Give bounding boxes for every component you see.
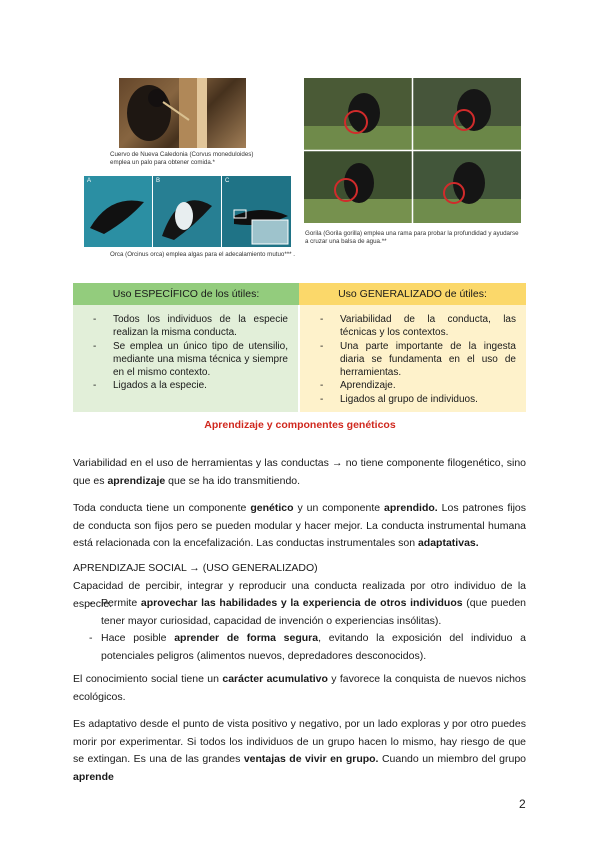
p2-text: Los patrones fijos de conducta son fijos pero se pueden modular y hacer mejor. La conducta instrumental humana está relacionada con la encefalización. Las conductas instrumentales son bbox=[73, 502, 526, 549]
list-item: - Aprendizaje. bbox=[312, 379, 516, 392]
p2-bold-adaptive: adaptativas. bbox=[417, 537, 479, 549]
bullet-text: , evitando la exposición del individuo a potenciales peligros (alimentos nuevos, depredadores desconocidos). bbox=[101, 632, 527, 662]
social-learning-heading: APRENDIZAJE SOCIAL → (USO GENERALIZADO) bbox=[73, 562, 318, 574]
bullet-text: (que pueden tener mayor curiosidad, capacidad de invención o experiencias insólitas). bbox=[101, 597, 527, 627]
bullet-bold: aprender de forma segura bbox=[174, 632, 319, 644]
list-item: - Ligados al grupo de individuos. bbox=[312, 393, 516, 406]
crow-caption: Cuervo de Nueva Caledonia (Corvus moneduloides) emplea un palo para obtener comida.* bbox=[110, 151, 254, 166]
crow-photo bbox=[119, 78, 246, 148]
specific-use-header: Uso ESPECÍFICO de los útiles: bbox=[73, 283, 299, 305]
paragraph-adaptive bbox=[73, 716, 526, 786]
list-item bbox=[73, 630, 526, 665]
p2-text: y un componente bbox=[293, 502, 385, 514]
specific-use-list bbox=[85, 313, 288, 393]
orca-panel-label-b: B bbox=[156, 178, 161, 184]
p1-text: Variabilidad en el uso de herramientas y las conductas → no tiene componente filogenético, sino que es bbox=[73, 457, 526, 487]
list-item: - Ligados a la especie. bbox=[85, 379, 288, 392]
paragraph-components bbox=[73, 500, 526, 553]
p1-text-end: que se ha ido transmitiendo. bbox=[165, 474, 301, 487]
p3-text: El conocimiento social tiene un bbox=[73, 673, 223, 685]
bullet-text: Permite bbox=[101, 597, 141, 609]
social-learning-intro: Capacidad de percibir, integrar y reproducir una conducta realizada por otro individuo de la especie. bbox=[73, 580, 526, 610]
orca-panel-label-a: A bbox=[87, 178, 92, 184]
p2-text: Toda conducta tiene un componente bbox=[73, 502, 251, 514]
specific-use-cell bbox=[73, 305, 299, 412]
generalized-use-list bbox=[312, 313, 516, 406]
tool-use-comparison-table bbox=[73, 283, 526, 412]
social-learning-bullets bbox=[73, 595, 526, 665]
p2-bold-genetic: genético bbox=[250, 502, 294, 514]
list-item: - Variabilidad de la conducta, las técnicas y los contextos. bbox=[312, 313, 516, 340]
p4-text: Cuando un miembro del grupo bbox=[378, 753, 526, 765]
bullet-text: Hace posible bbox=[101, 632, 175, 644]
orca-caption: Orca (Orcinus orca) emplea algas para el adecalamiento mutuo*** . bbox=[110, 251, 296, 258]
orca-panel-label-c: C bbox=[225, 178, 230, 184]
list-item: - Se emplea un único tipo de utensilio, mediante una misma técnica y siempre en el mismo contexto. bbox=[85, 340, 288, 380]
list-item: - Una parte importante de la ingesta diaria se fundamenta en el uso de herramientas. bbox=[312, 340, 516, 380]
gorilla-photos bbox=[304, 78, 521, 223]
paragraph-variability bbox=[73, 455, 526, 490]
gorilla-caption: Gorila (Gorila gorilla) emplea una rama para probar la profundidad y ayudarse a cruzar una balsa de agua.** bbox=[305, 230, 519, 245]
p4-bold-end: aprende bbox=[73, 770, 114, 783]
p3-bold: carácter acumulativo bbox=[222, 673, 328, 685]
p4-bold: ventajas de vivir en grupo. bbox=[243, 753, 379, 765]
p3-text-end: y favorece la conquista de nuevos nichos ecológicos. bbox=[73, 673, 526, 703]
paragraph-cumulative bbox=[73, 671, 526, 706]
bullet-bold: aprovechar las habilidades y la experiencia de otros individuos bbox=[140, 597, 463, 609]
p2-bold-learned: aprendido. bbox=[384, 502, 438, 514]
list-item: - Todos los individuos de la especie realizan la misma conducta. bbox=[85, 313, 288, 340]
list-item bbox=[73, 595, 526, 630]
social-learning-list bbox=[73, 595, 526, 665]
generalized-use-header: Uso GENERALIZADO de útiles: bbox=[299, 283, 526, 305]
generalized-use-cell bbox=[299, 305, 526, 412]
p1-bold: aprendizaje bbox=[107, 474, 166, 487]
orca-photos bbox=[84, 176, 291, 247]
section-title: Aprendizaje y componentes genéticos bbox=[204, 419, 396, 431]
page-number: 2 bbox=[519, 797, 526, 811]
p4-text: Es adaptativo desde el punto de vista positivo y negativo, por un lado exploras y por otro puedes morir por experimentar. Si todos los individuos de un grupo hacen lo mismo, hay riesgo de que se extingan. Es una de las grandes bbox=[73, 718, 526, 765]
